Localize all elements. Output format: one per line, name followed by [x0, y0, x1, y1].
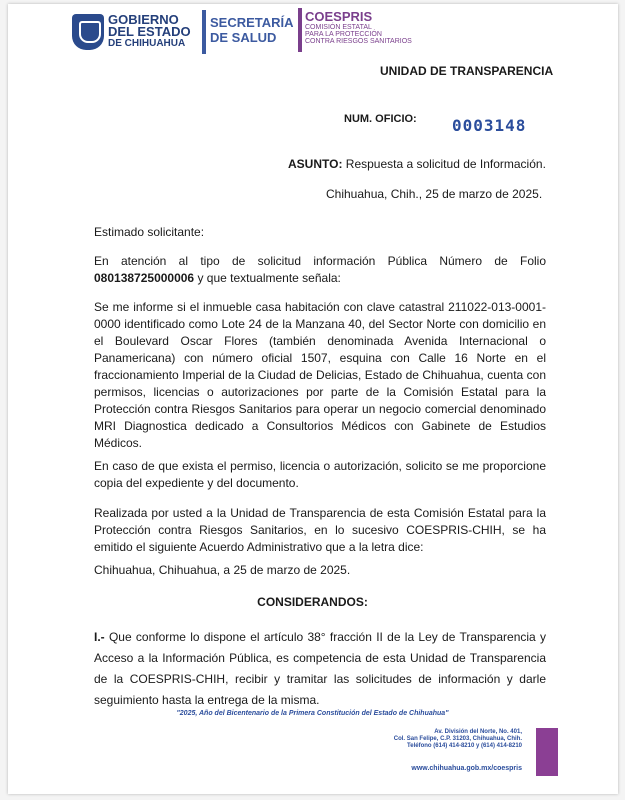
header-divider	[202, 10, 206, 54]
oficio-label: NUM. OFICIO:	[344, 113, 417, 125]
place-date: Chihuahua, Chih., 25 de marzo de 2025.	[326, 187, 543, 201]
request-paragraph: Se me informe si el inmueble casa habitación con clave catastral 211022-013-0001-0000 identificado como Lote 24 de la Manzana 40, del Sector Norte con domicilio en el Boulevard Oscar Flores (también denominada Avenida Internacional o Panamericana) con número oficial 1507, esquina con Calle 16 Norte en el fraccionamiento Imperial de la Ciudad de Delicias, Estado de Chihuahua, cuenta con permisos, licencias o autorizaciones por parte de la Comisión Estatal para la Protección contra Riesgos Sanitarios para operar un negocio comercial denominado MRI Diagnostica dedicado a Consultorios Médicos con Gabinete de Estudios Médicos.	[94, 300, 546, 450]
coespris-title: COESPRIS	[305, 9, 373, 24]
gobierno-logo	[72, 12, 202, 56]
gobierno-text	[108, 14, 208, 50]
attention-text-end: y que textualmente señala:	[197, 271, 341, 285]
attention-text: En atención al tipo de solicitud información Pública Número de Folio	[94, 254, 546, 268]
footer-color-bar	[536, 728, 558, 776]
considerando-i	[94, 627, 546, 711]
coespris-subtitle: CONTRA RIESGOS SANITARIOS	[305, 38, 412, 45]
asunto-line	[288, 157, 546, 171]
phone-line: Teléfono (614) 414-8210 y (614) 414-8210	[407, 743, 522, 749]
address-line: Col. San Felipe, C.P. 31203, Chihuahua, Chih.	[393, 736, 522, 742]
asunto-text: Respuesta a solicitud de Información.	[345, 157, 546, 171]
agreement-paragraph: Realizada por usted a la Unidad de Transparencia de esta Comisión Estatal para la Protección contra Riesgos Sanitarios, en lo sucesivo COESPRIS-CHIH, se ha emitido el siguiente Acuerdo Administrativo que a la letra dice:	[94, 506, 546, 554]
considerandos-heading: CONSIDERANDOS:	[257, 595, 368, 609]
coespris-logo	[305, 10, 425, 45]
footer-motto: "2025, Año del Bicentenario de la Primera Constitución del Estado de Chihuahua"	[176, 710, 449, 717]
asunto-label: ASUNTO:	[288, 157, 343, 171]
address-line: Av. División del Norte, No. 401,	[434, 729, 522, 735]
folio-number: 080138725000006	[94, 271, 195, 285]
gobierno-line2: DEL ESTADO	[108, 24, 191, 39]
attention-paragraph	[94, 253, 546, 287]
considerando-i-label: I.-	[94, 630, 105, 644]
coat-of-arms-icon	[72, 14, 104, 50]
gobierno-line1: GOBIERNO	[108, 12, 179, 27]
coespris-subtitle: PARA LA PROTECCIÓN	[305, 31, 382, 38]
secretaria-text: SECRETARÍA	[210, 15, 294, 30]
footer-address	[360, 729, 522, 750]
agreement-date: Chihuahua, Chihuahua, a 25 de marzo de 2025.	[94, 563, 351, 577]
header-divider	[298, 8, 302, 52]
unidad-heading: UNIDAD DE TRANSPARENCIA	[380, 64, 554, 78]
greeting: Estimado solicitante:	[94, 225, 205, 239]
salud-text: DE SALUD	[210, 30, 277, 45]
copy-request-paragraph: En caso de que exista el permiso, licencia o autorización, solicito se me proporcione copia del expediente y del documento.	[94, 459, 546, 490]
gobierno-line3: DE CHIHUAHUA	[108, 38, 186, 49]
coespris-subtitle: COMISIÓN ESTATAL	[305, 24, 372, 31]
footer-website-link[interactable]: www.chihuahua.gob.mx/coespris	[411, 765, 522, 772]
considerando-i-text: Que conforme lo dispone el artículo 38° fracción II de la Ley de Transparencia y Acceso a la Información Pública, es competencia de esta Unidad de Transparencia de la COESPRIS-CHIH, recibir y tramitar las solicitudes de información y darle seguimiento hasta la entrega de la misma.	[94, 630, 547, 707]
secretaria-salud-logo	[210, 15, 294, 45]
oficio-number: 0003148	[452, 116, 527, 135]
